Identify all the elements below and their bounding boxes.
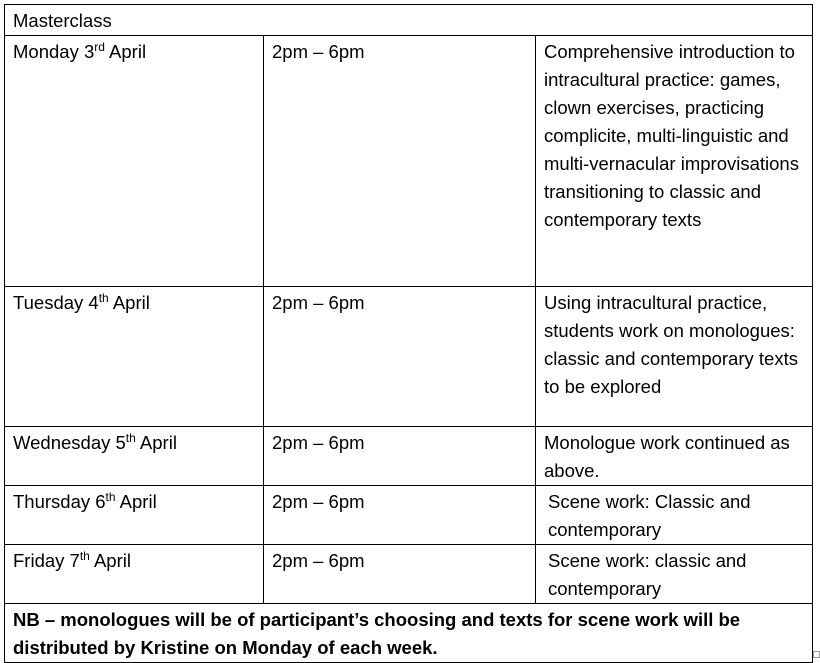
note-text[interactable]: NB – monologues will be of participant’s choosing and texts for scene work will be distributed by Kristine on Monday of each week. xyxy=(5,604,813,663)
description-text: Monologue work continued as above. xyxy=(544,432,790,481)
time-cell[interactable]: 2pm – 6pm xyxy=(264,427,536,486)
day-month: April xyxy=(89,550,131,571)
day-cell[interactable] xyxy=(5,287,264,427)
day-name: Tuesday 4 xyxy=(13,292,99,313)
day-ordinal: rd xyxy=(94,40,105,54)
table-title-row xyxy=(5,5,813,36)
schedule-table xyxy=(4,4,813,663)
day-cell[interactable] xyxy=(5,486,264,545)
day-month: April xyxy=(108,292,150,313)
table-row xyxy=(5,287,813,427)
note-row xyxy=(5,604,813,663)
day-cell[interactable] xyxy=(5,427,264,486)
table-row xyxy=(5,36,813,287)
day-month: April xyxy=(115,491,157,512)
day-month: April xyxy=(135,432,177,453)
day-cell[interactable] xyxy=(5,545,264,604)
time-cell[interactable]: 2pm – 6pm xyxy=(264,486,536,545)
description-cell[interactable] xyxy=(536,545,813,604)
time-cell[interactable]: 2pm – 6pm xyxy=(264,36,536,287)
description-cell[interactable] xyxy=(536,36,813,287)
description-text: Scene work: Classic and contemporary xyxy=(548,491,751,540)
table-row xyxy=(5,486,813,545)
description-text: Comprehensive introduction to intracultural practice: games, clown exercises, practicing complicite, multi-linguistic and multi-vernacular improvisations transitioning to classic and contemporary texts xyxy=(544,41,799,230)
description-cell[interactable] xyxy=(536,486,813,545)
day-month: April xyxy=(104,41,147,62)
description-cell[interactable] xyxy=(536,287,813,427)
day-ordinal: th xyxy=(79,549,90,563)
description-text: Scene work: classic and contemporary xyxy=(548,550,747,599)
description-text: Using intracultural practice, students work on monologues: classic and contemporary texts to be explored xyxy=(544,292,798,397)
day-ordinal: th xyxy=(105,490,116,504)
table-resize-handle[interactable] xyxy=(813,651,820,658)
day-cell[interactable] xyxy=(5,36,264,287)
day-ordinal: th xyxy=(98,291,109,305)
table-title[interactable]: Masterclass xyxy=(5,5,813,36)
day-name: Thursday 6 xyxy=(13,491,106,512)
table-row xyxy=(5,427,813,486)
table-row xyxy=(5,545,813,604)
day-name: Friday 7 xyxy=(13,550,80,571)
time-cell[interactable]: 2pm – 6pm xyxy=(264,545,536,604)
day-name: Monday 3 xyxy=(13,41,95,62)
day-ordinal: th xyxy=(125,431,136,445)
description-cell[interactable] xyxy=(536,427,813,486)
day-name: Wednesday 5 xyxy=(13,432,126,453)
time-cell[interactable]: 2pm – 6pm xyxy=(264,287,536,427)
